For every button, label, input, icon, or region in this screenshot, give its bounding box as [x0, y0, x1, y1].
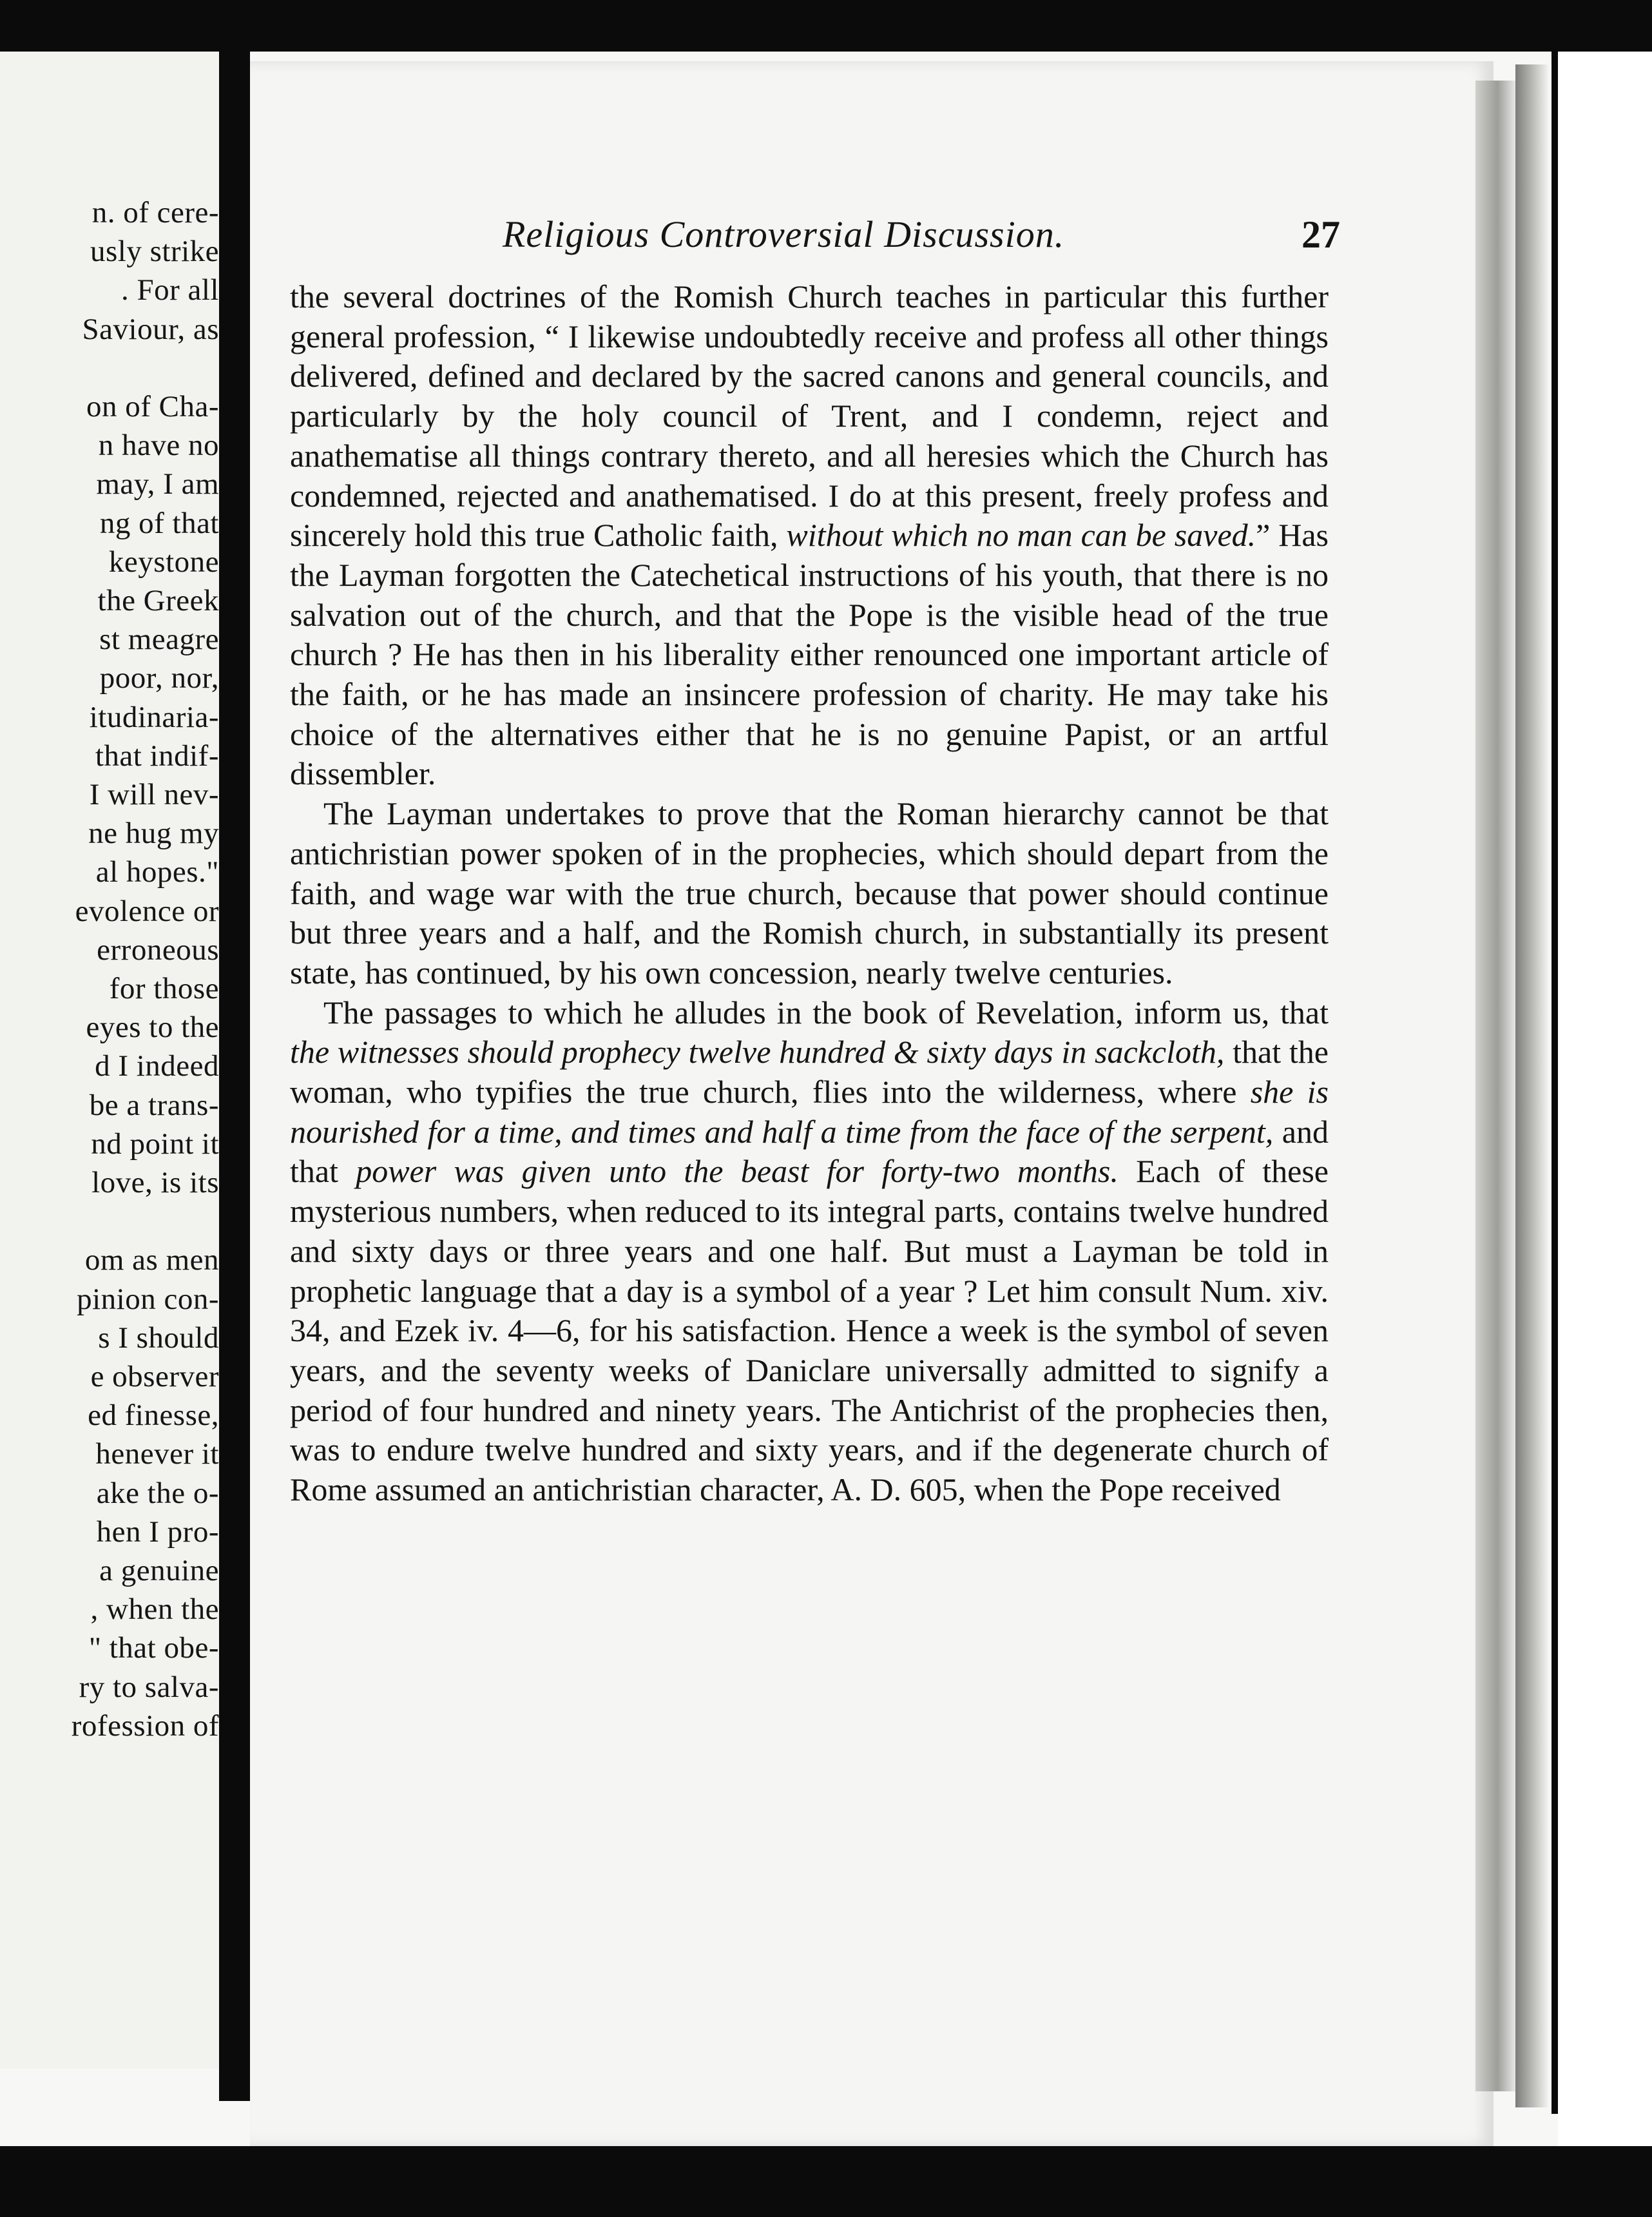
running-head: Religious Controversial Discussion.	[503, 213, 1065, 255]
facing-page-line: for those	[109, 972, 219, 1005]
facing-page-line: ne hug my	[88, 817, 219, 851]
paragraph-1	[290, 277, 1329, 794]
facing-page-line: erroneous	[97, 933, 219, 967]
facing-page-line: Saviour, as	[82, 312, 219, 346]
facing-page-line: , when the	[90, 1593, 219, 1627]
facing-page-line: om as men	[84, 1243, 219, 1277]
text-span: the several doctrines of the Romish Church teaches in particular this further general profession, “ I likewise undoubtedly receive and profess all other things delivered, defined and declared by the sacred canons and general councils, and particularly by the holy council of Trent, and I condemn, reject and anathematise all things contrary thereto, and all heresies which the Church has condemned, rejected and anathematised. I do at this present, freely profess and sincerely hold this true Catholic faith,	[290, 278, 1329, 554]
text-span: ” Has the Layman forgotten the Catechetical instructions of his youth, that there is no salvation out of the church, and that the Pope is the visible head of the true church ? He has then in his liberality either renounced one important article of the faith, or he has made an insincere profession of charity. He may take his choice of the alternatives either that he is no genuine Papist, or an artful dissembler.	[290, 517, 1329, 792]
italic-quote: power was given unto the beast for forty-two months.	[356, 1153, 1119, 1190]
italic-quote: she is nourished for a time, and times and half a time from the face of the serpent,	[290, 1074, 1329, 1150]
gutter-shadow	[219, 39, 250, 2101]
facing-page-line: rofession of	[71, 1709, 219, 1743]
facing-page-line: may, I am	[96, 467, 219, 501]
facing-page-line: a genuine	[99, 1554, 219, 1587]
facing-page-line: eyes to the	[86, 1011, 219, 1045]
facing-page-line: be a trans-	[89, 1088, 219, 1122]
page-stack-edge	[1475, 81, 1515, 2091]
facing-page-line: hen I pro-	[96, 1515, 219, 1549]
text-span: and that	[290, 1113, 1329, 1190]
body-text	[290, 277, 1329, 1510]
facing-page-line: evolence or	[75, 894, 219, 928]
facing-page-line: e observer	[90, 1360, 219, 1393]
facing-page-line: pinion con-	[77, 1282, 219, 1316]
facing-page-line: on of Cha-	[86, 390, 219, 423]
italic-quote: without which no man can be saved.	[786, 517, 1256, 554]
facing-page-line: " that obe-	[88, 1631, 219, 1665]
bottom-edge	[0, 2146, 1652, 2217]
text-span: The Layman undertakes to prove that the Roman hierarchy cannot be that antichristian power spoken of in the prophecies, which should depart from the faith, and wage war with the true church, because that power should continue but three years and a half, and the Romish church, in substantially its present state, has continued, by his own concession, nearly twelve centuries.	[290, 795, 1329, 991]
facing-page-line: love, is its	[91, 1166, 219, 1199]
text-span: Each of these mysterious numbers, when reduced to its integral parts, contains twelve hundred and sixty days or three years and one half. But must a Layman be told in prophetic language that a day is a symbol of a year ? Let him consult Num. xiv. 34, and Ezek iv. 4—6, for his satisfaction. Hence a week is the symbol of seven years, and the seventy weeks of Daniclare universally admitted to signify a period of four hundred and ninety years. The Antichrist of the prophecies then, was to endure twelve hundred and sixty years, and if the degenerate church of Rome assumed an antichristian character, A. D. 605, when the Pope received	[290, 1153, 1329, 1508]
right-dark-edge	[1551, 39, 1558, 2114]
page-header	[296, 213, 1340, 277]
facing-page-line: n. of cere-	[91, 196, 219, 229]
italic-quote: the witnesses should prophecy twelve hundred & sixty days in sackcloth,	[290, 1034, 1225, 1070]
page-number: 27	[1301, 213, 1340, 256]
right-margin-blank	[1558, 52, 1652, 2146]
book-cover-edge	[1515, 64, 1551, 2107]
facing-page-line: ry to salva-	[79, 1670, 219, 1704]
facing-page-line: that indif-	[95, 739, 219, 773]
paragraph-2	[290, 794, 1329, 993]
text-span: The passages to which he alludes in the book of Revelation, inform us, that	[323, 994, 1329, 1031]
facing-page-line: usly strike	[90, 235, 219, 269]
paragraph-3	[290, 993, 1329, 1510]
text-span: that the woman, who typifies the true church, flies into the wilderness, where	[290, 1034, 1329, 1110]
facing-page-line: ed finesse,	[88, 1399, 219, 1433]
facing-page-line: st meagre	[99, 623, 219, 657]
facing-page-line: keystone	[108, 545, 219, 579]
facing-page-line: al hopes."	[95, 855, 219, 889]
facing-page-line: nd point it	[91, 1127, 219, 1161]
facing-page-line: poor, nor,	[99, 661, 219, 695]
facing-page-line: ake the o-	[96, 1476, 219, 1510]
facing-page-line: n have no	[98, 429, 219, 463]
facing-page-line: the Greek	[97, 584, 219, 617]
facing-page-line: d I indeed	[95, 1049, 219, 1083]
facing-page-line: henever it	[95, 1437, 219, 1471]
facing-page	[0, 52, 219, 2069]
facing-page-line: ng of that	[99, 506, 219, 540]
facing-page-line: . For all	[120, 273, 219, 307]
facing-page-line: itudinaria-	[89, 700, 219, 734]
facing-page-line: s I should	[98, 1321, 219, 1355]
facing-page-line: I will nev-	[89, 778, 219, 811]
